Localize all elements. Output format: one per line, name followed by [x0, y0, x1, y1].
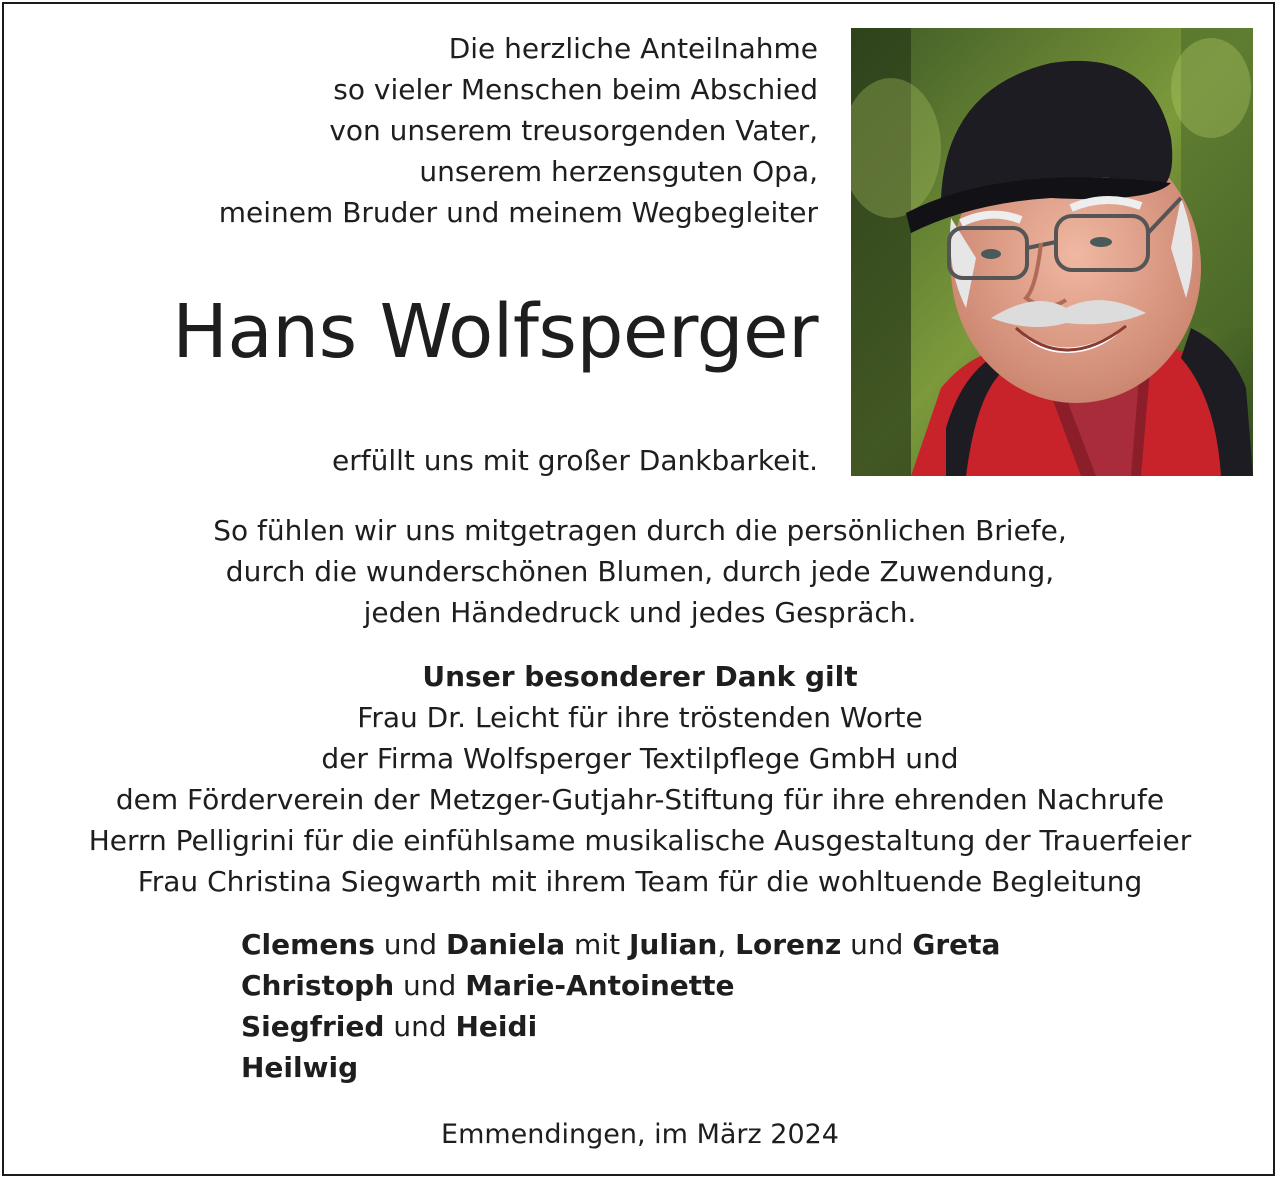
- family-name: Lorenz: [735, 928, 842, 961]
- connector: und: [394, 969, 466, 1002]
- family-name: Heidi: [455, 1010, 538, 1043]
- thanks-line: Frau Dr. Leicht für ihre tröstenden Worte: [357, 701, 923, 734]
- family-signatures: [241, 924, 1000, 1088]
- family-name: Heilwig: [241, 1051, 359, 1084]
- paragraph-line: durch die wunderschönen Blumen, durch jede Zuwendung,: [225, 555, 1055, 588]
- place-and-date: Emmendingen, im März 2024: [441, 1119, 839, 1150]
- family-name: Julian: [628, 928, 718, 961]
- thanks-line: dem Förderverein der Metzger-Gutjahr-Stiftung für ihre ehrenden Nachrufe: [115, 783, 1165, 816]
- gratitude-paragraph: [0, 510, 1280, 633]
- family-line: [241, 924, 1000, 965]
- special-thanks: [0, 656, 1280, 902]
- portrait-photo: [851, 28, 1253, 476]
- thanks-line: Frau Christina Siegwarth mit ihrem Team für die wohltuende Begleitung: [137, 865, 1143, 898]
- intro-line: meinem Bruder und meinem Wegbegleiter: [218, 196, 818, 229]
- closing-line: erfüllt uns mit großer Dankbarkeit.: [332, 444, 818, 477]
- family-name: Daniela: [445, 928, 566, 961]
- intro-line: so vieler Menschen beim Abschied: [333, 73, 818, 106]
- deceased-name: Hans Wolfsperger: [172, 289, 818, 375]
- family-name: Clemens: [241, 928, 375, 961]
- thanks-line: der Firma Wolfsperger Textilpflege GmbH und: [321, 742, 959, 775]
- connector: mit: [565, 928, 629, 961]
- family-line: [241, 1047, 1000, 1088]
- family-line: [241, 965, 1000, 1006]
- family-name: Greta: [912, 928, 1001, 961]
- connector: ,: [717, 928, 736, 961]
- intro-line: unserem herzensguten Opa,: [419, 155, 818, 188]
- connector: und: [374, 928, 446, 961]
- connector: und: [384, 1010, 456, 1043]
- thanks-line: Herrn Pelligrini für die einfühlsame musikalische Ausgestaltung der Trauerfeier: [88, 824, 1192, 857]
- family-name: Marie-Antoinette: [465, 969, 735, 1002]
- intro-line: von unserem treusorgenden Vater,: [329, 114, 818, 147]
- paragraph-line: jeden Händedruck und jedes Gespräch.: [363, 596, 917, 629]
- connector: und: [841, 928, 913, 961]
- paragraph-line: So fühlen wir uns mitgetragen durch die persönlichen Briefe,: [213, 514, 1067, 547]
- intro-text: [219, 28, 818, 233]
- family-name: Siegfried: [241, 1010, 385, 1043]
- family-line: [241, 1006, 1000, 1047]
- family-name: Christoph: [241, 969, 395, 1002]
- special-thanks-heading: Unser besonderer Dank gilt: [422, 660, 858, 693]
- intro-line: Die herzliche Anteilnahme: [448, 32, 818, 65]
